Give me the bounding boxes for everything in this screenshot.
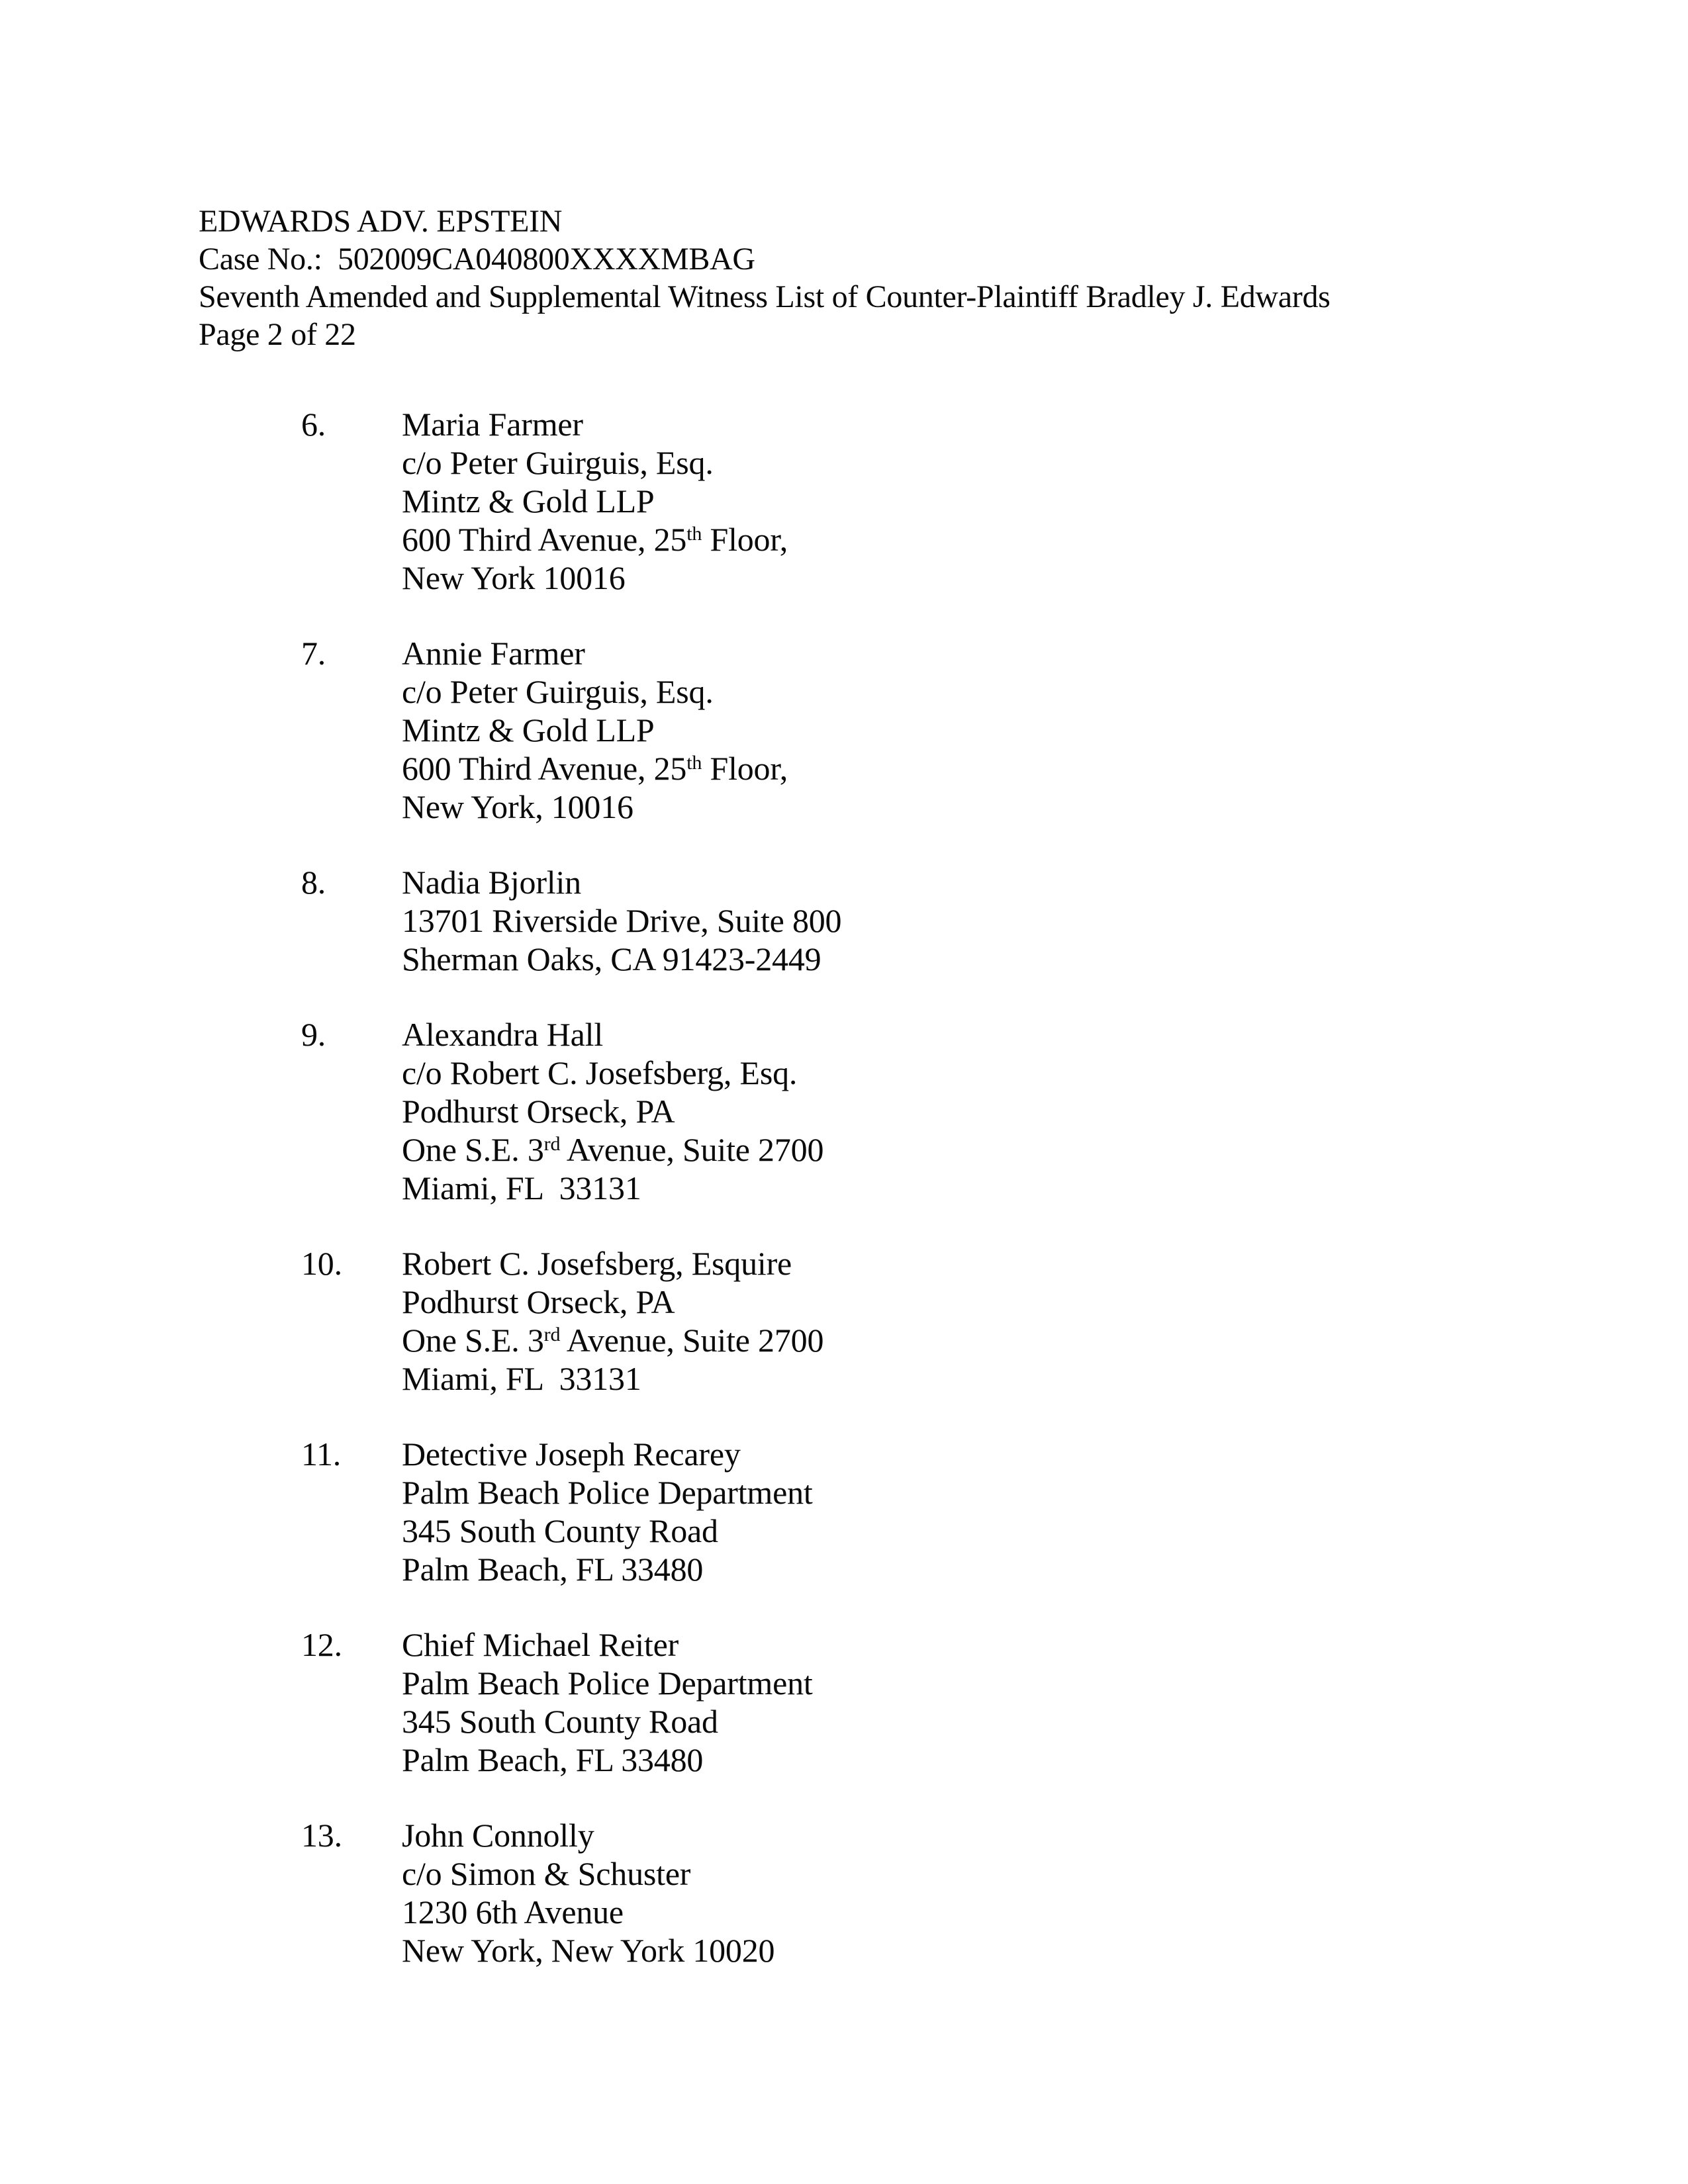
address-line: New York, 10016 — [402, 788, 633, 825]
witness-entry — [301, 1816, 841, 1970]
entry-address-block — [402, 1816, 774, 1970]
witness-name: Nadia Bjorlin — [402, 864, 581, 901]
address-line: Palm Beach, FL 33480 — [402, 1551, 704, 1588]
address-line: Mintz & Gold LLP — [402, 711, 655, 749]
address-line: One S.E. 3rd Avenue, Suite 2700 — [402, 1322, 824, 1359]
address-line: Mintz & Gold LLP — [402, 482, 655, 520]
witness-entry — [301, 1435, 841, 1588]
witness-entry — [301, 1015, 841, 1207]
entry-address-block — [402, 1244, 823, 1398]
header-case-caption: EDWARDS ADV. EPSTEIN — [199, 204, 563, 239]
entry-address-block — [402, 634, 788, 826]
witness-entry — [301, 1244, 841, 1398]
address-line: New York, New York 10020 — [402, 1932, 775, 1969]
witness-name: Chief Michael Reiter — [402, 1626, 679, 1663]
entry-number: 11. — [301, 1435, 342, 1473]
entry-number: 12. — [301, 1626, 342, 1663]
address-line: Palm Beach Police Department — [402, 1664, 813, 1702]
address-line: Podhurst Orseck, PA — [402, 1283, 675, 1320]
entry-number: 6. — [301, 406, 326, 443]
address-line: c/o Robert C. Josefsberg, Esq. — [402, 1054, 798, 1091]
entry-address-block — [402, 405, 788, 597]
witness-entry — [301, 634, 841, 826]
header-case-number: Case No.: 502009CA040800XXXXMBAG — [199, 242, 755, 277]
witness-name: Alexandra Hall — [402, 1016, 604, 1053]
entry-address-block — [402, 1625, 813, 1779]
entry-number: 9. — [301, 1016, 326, 1053]
header-page-number: Page 2 of 22 — [199, 317, 356, 352]
document-header — [199, 203, 1331, 353]
witness-name: John Connolly — [402, 1817, 594, 1854]
entry-number: 8. — [301, 864, 326, 901]
entry-address-block — [402, 1435, 813, 1588]
address-line: Palm Beach, FL 33480 — [402, 1741, 704, 1778]
address-line: Palm Beach Police Department — [402, 1474, 813, 1511]
witness-name: Annie Farmer — [402, 635, 585, 672]
address-line: New York 10016 — [402, 559, 626, 596]
address-line: c/o Peter Guirguis, Esq. — [402, 444, 714, 481]
address-line: 600 Third Avenue, 25th Floor, — [402, 521, 788, 558]
witness-name: Robert C. Josefsberg, Esquire — [402, 1245, 792, 1282]
entry-address-block — [402, 1015, 823, 1207]
address-line: Miami, FL 33131 — [402, 1360, 641, 1397]
address-line: Miami, FL 33131 — [402, 1169, 641, 1206]
witness-entry — [301, 863, 841, 978]
address-line: 600 Third Avenue, 25th Floor, — [402, 750, 788, 787]
address-line: c/o Peter Guirguis, Esq. — [402, 673, 714, 710]
address-line: c/o Simon & Schuster — [402, 1855, 691, 1892]
address-line: One S.E. 3rd Avenue, Suite 2700 — [402, 1131, 824, 1168]
address-line: 1230 6th Avenue — [402, 1893, 624, 1931]
entry-number: 10. — [301, 1245, 342, 1282]
address-line: 345 South County Road — [402, 1512, 718, 1549]
address-line: Sherman Oaks, CA 91423-2449 — [402, 940, 821, 978]
witness-name: Detective Joseph Recarey — [402, 1435, 741, 1473]
witness-entry — [301, 1625, 841, 1779]
header-document-title: Seventh Amended and Supplemental Witness List of Counter-Plaintiff Bradley J. Edwards — [199, 279, 1331, 314]
address-line: 345 South County Road — [402, 1703, 718, 1740]
witness-list — [301, 405, 841, 2007]
witness-name: Maria Farmer — [402, 406, 583, 443]
entry-number: 13. — [301, 1817, 342, 1854]
address-line: Podhurst Orseck, PA — [402, 1093, 675, 1130]
witness-entry — [301, 405, 841, 597]
address-line: 13701 Riverside Drive, Suite 800 — [402, 902, 842, 939]
entry-address-block — [402, 863, 841, 978]
entry-number: 7. — [301, 635, 326, 672]
